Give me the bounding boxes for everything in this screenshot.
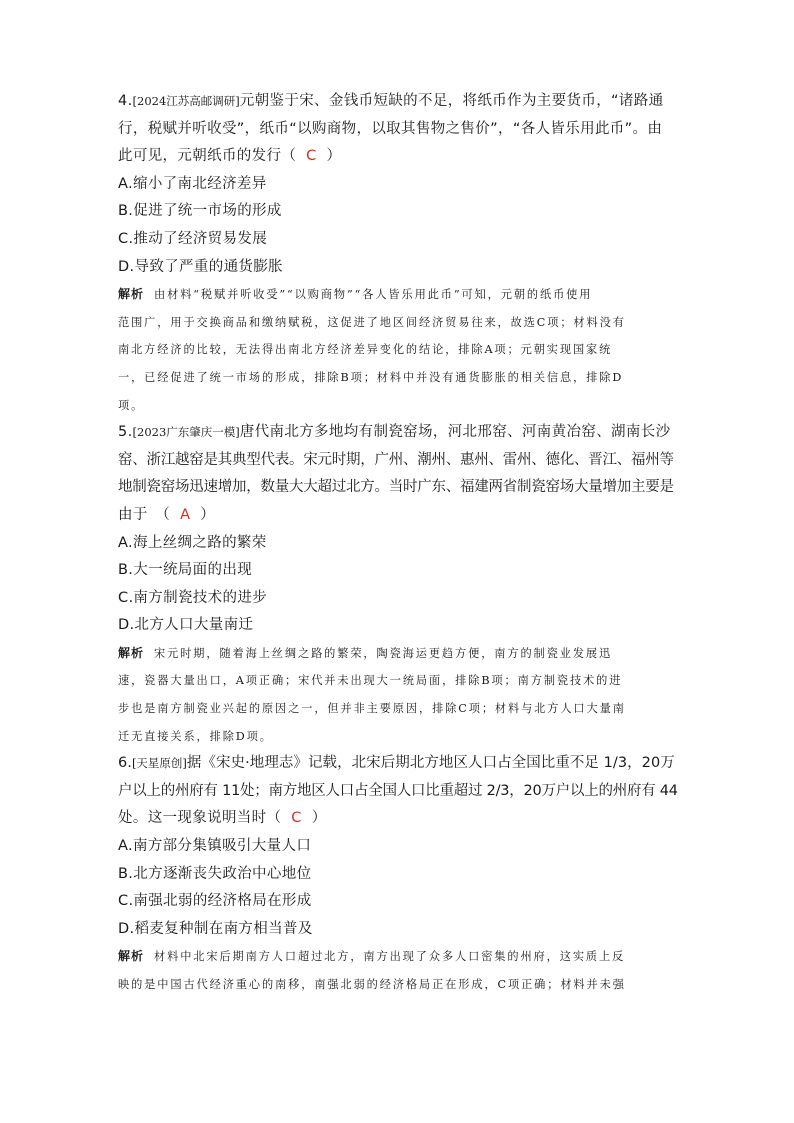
- explanation-line: 映的是中国古代经济重心的南移，南强北弱的经济格局正在形成，C项正确；材料并未强: [118, 978, 626, 991]
- question-stem-line: 4.[2024江苏高邮调研]元朝鉴于宋、金钱币短缺的不足，将纸币作为主要货币，“诸路通: [118, 93, 664, 109]
- explanation-label: 解析: [118, 645, 145, 660]
- option-a: A.南方部分集镇吸引大量人口: [118, 838, 312, 855]
- question-stem-line: 行，税赋并听收受”，纸币“以购商物，以取其售物之售价”，“各人皆乐用此币”。由: [118, 120, 663, 137]
- explanation-line: 步也是南方制瓷业兴起的原因之一，但并非主要原因，排除C项；材料与北方人口大量南: [118, 702, 626, 716]
- explanation-line: 一，已经促进了统一市场的形成，排除B项；材料中并没有通货膨胀的相关信息，排除D: [118, 370, 624, 384]
- explanation-line: 南北方经济的比较，无法得出南北方经济差异变化的结论，排除A项；元朝实现国家统: [118, 343, 613, 357]
- option-b: B.北方逐渐丧失政治中心地位: [118, 865, 312, 882]
- question-6: [118, 750, 678, 998]
- question-5: [118, 419, 678, 750]
- option-c: C.南强北弱的经济格局在形成: [118, 893, 312, 910]
- option-b: B.促进了统一市场的形成: [118, 203, 282, 220]
- explanation-label: 解析: [118, 287, 145, 302]
- question-source: [2023广东肇庆一模]: [132, 425, 240, 440]
- option-c: C.南方制瓷技术的进步: [118, 589, 268, 606]
- question-stem-line: 由于 （ A ）: [118, 506, 216, 523]
- explanation-label: 解析: [118, 949, 145, 964]
- option-a: A.海上丝绸之路的繁荣: [118, 534, 267, 551]
- question-4: [118, 88, 678, 419]
- question-source: [天星原创]: [131, 756, 187, 771]
- explanation-line: 迁无直接关系，排除D项。: [118, 729, 273, 743]
- question-number: 6.: [118, 755, 132, 772]
- question-number: 5.: [118, 424, 133, 441]
- explanation-line: 解析 材料中北宋后期南方人口超过北方，南方出现了众多人口密集的州府，这实质上反: [118, 949, 626, 964]
- option-a: A.缩小了南北经济差异: [118, 175, 267, 192]
- question-stem-line: 窑、浙江越窑是其典型代表。宋元时期，广州、潮州、惠州、雷州、德化、晋江、福州等: [118, 451, 674, 468]
- answer-letter: C: [306, 148, 317, 165]
- explanation-line: 解析 由材料“税赋并听收受”“以购商物”“各人皆乐用此币”可知，元朝的纸币使用: [118, 287, 593, 302]
- document-page: [118, 88, 678, 999]
- option-d: D.北方人口大量南迁: [118, 617, 254, 634]
- option-b: B.大一统局面的出现: [118, 562, 253, 579]
- question-stem-line: 户以上的州府有 11处；南方地区人口占全国人口比重超过 2/3，20万户以上的州府有 44: [118, 782, 678, 799]
- question-stem-line: 此可见，元朝纸币的发行（ C ）: [118, 148, 342, 165]
- question-stem-line: 6.[天星原创]据《宋史·地理志》记载，北宋后期北方地区人口占全国比重不足 1/3，20万: [118, 755, 675, 772]
- answer-letter: A: [180, 506, 191, 523]
- option-d: D.稻麦复种制在南方相当普及: [118, 920, 313, 937]
- question-number: 4.: [118, 93, 133, 109]
- option-d: D.导致了严重的通货膨胀: [118, 258, 283, 275]
- question-stem-line: 地制瓷窑场迅速增加，数量大大超过北方。当时广东、福建两省制瓷窑场大量增加主要是: [118, 479, 674, 496]
- question-stem-line: 5.[2023广东肇庆一模]唐代南北方多地均有制瓷窑场，河北邢窑、河南黄冶窑、湖南长沙: [118, 424, 671, 441]
- explanation-line: 范围广，用于交换商品和缴纳赋税，这促进了地区间经济贸易往来，故选C项；材料没有: [118, 315, 626, 329]
- explanation-line: 解析 宋元时期，随着海上丝绸之路的繁荣，陶瓷海运更趋方便，南方的制瓷业发展迅: [118, 645, 613, 660]
- explanation-line: 速，瓷器大量出口，A项正确；宋代并未出现大一统局面，排除B项；南方制瓷技术的进: [118, 674, 623, 688]
- option-c: C.推动了经济贸易发展: [118, 230, 268, 247]
- answer-letter: C: [291, 810, 302, 827]
- question-stem-line: 处。这一现象说明当时（ C ）: [118, 810, 327, 827]
- explanation-line: 项。: [118, 398, 145, 412]
- question-source: [2024江苏高邮调研]: [132, 94, 240, 108]
